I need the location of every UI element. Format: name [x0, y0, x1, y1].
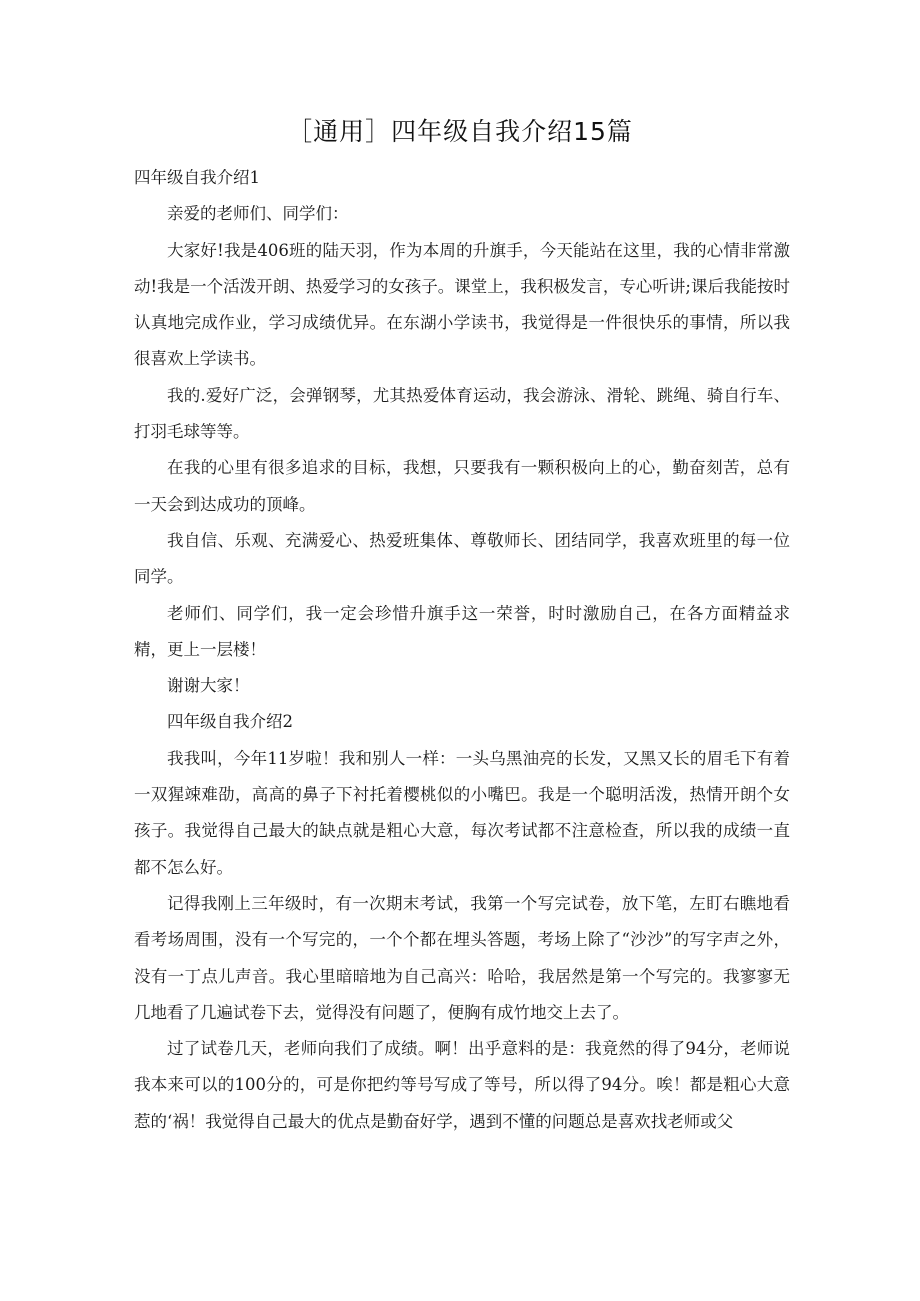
paragraph: 谢谢大家！: [167, 676, 250, 696]
paragraph: 老师们、同学们，我一定会珍惜升旗手这一荣誉，时时激励自己，在各方面精益求精，更上一层楼！: [134, 603, 790, 659]
paragraph: 在我的心里有很多追求的目标，我想，只要我有一颗积极向上的心，勤奋刻苦，总有一天会到达成功的顶峰。: [134, 458, 790, 514]
paragraph: 亲爱的老师们、同学们：: [167, 204, 349, 224]
document-title: ［通用］四年级自我介绍15篇: [287, 117, 633, 146]
paragraph: 我我叫，今年11岁啦！我和别人一样：一头乌黑油亮的长发，又黑又长的眉毛下有着一双猩竦难劭，高高的鼻子下衬托着樱桃似的小嘴巴。我是一个聪明活泼，热情开朗个女孩子。我觉得自己最大的缺点就是粗心大意，每次考试都不注意检查，所以我的成绩一直都不怎么好。: [134, 748, 790, 877]
section-heading: 四年级自我介绍2: [167, 712, 293, 732]
paragraph: 我的.爱好广泛，会弹钢琴，尤其热爱体育运动，我会游泳、滑轮、跳绳、骑自行车、打羽毛球等等。: [134, 385, 790, 442]
section-heading: 四年级自我介绍1: [134, 168, 260, 187]
paragraph: 过了试卷几天，老师向我们了成绩。啊！出乎意料的是：我竟然的得了94分，老师说我本来可以的100分的，可是你把约等号写成了等号，所以得了94分。唉！都是粗心大意惹的‘祸！我觉得自己最大的优点是勤奋好学，遇到不懂的问题总是喜欢找老师或父: [134, 1039, 790, 1131]
paragraph: 我自信、乐观、充满爱心、热爱班集体、尊敬师长、团结同学，我喜欢班里的每一位同学。: [134, 530, 790, 587]
paragraph: 大家好!我是406班的陆天羽，作为本周的升旗手，今天能站在这里，我的心情非常激动!我是一个活泼开朗、热爱学习的女孩子。课堂上，我积极发言，专心听讲;课后我能按时认真地完成作业，学习成绩优异。在东湖小学读书，我觉得是一件很快乐的事情，所以我很喜欢上学读书。: [134, 240, 790, 369]
paragraph: 记得我刚上三年级时，有一次期末考试，我第一个写完试卷，放下笔，左盯右瞧地看看考场周围，没有一个写完的，一个个都在埋头答题，考场上除了“沙沙”的写字声之外，没有一丁点儿声音。我心里暗暗地为自己高兴：哈哈，我居然是第一个写完的。我寥寥无几地看了几遍试卷下去，觉得没有问题了，便胸有成竹地交上去了。: [134, 893, 790, 1022]
document-body: [134, 160, 790, 1140]
